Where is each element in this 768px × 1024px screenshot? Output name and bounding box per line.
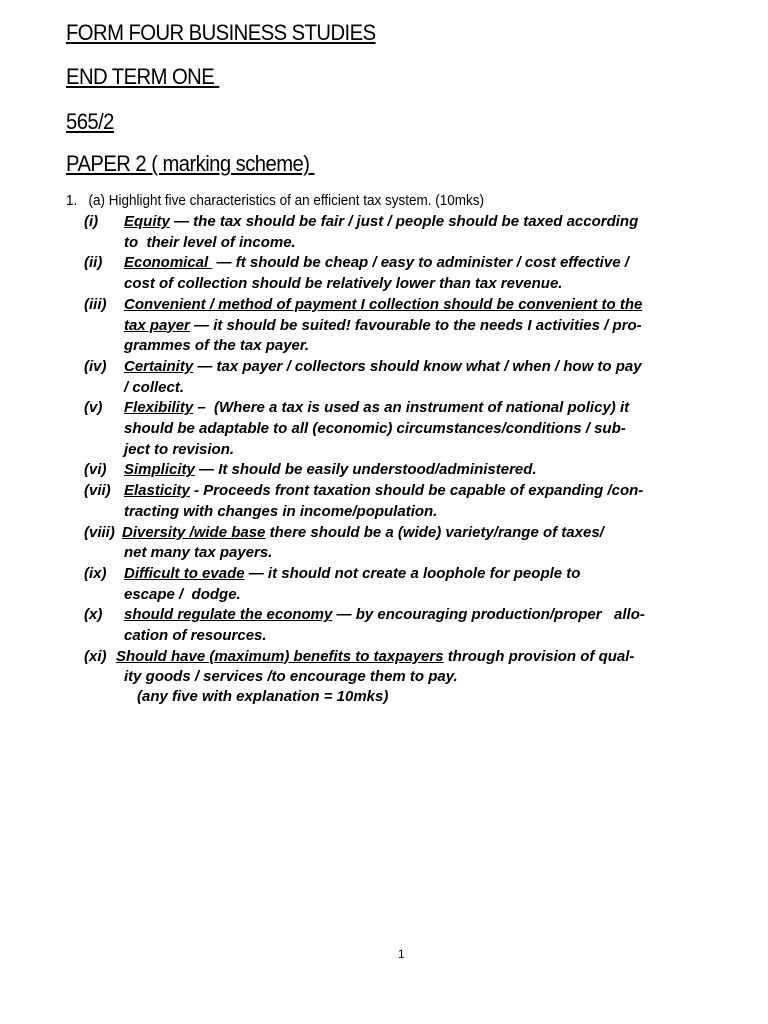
exam-term-heading: END TERM ONE xyxy=(66,64,220,89)
answer-item xyxy=(84,647,756,688)
page-number: 1 xyxy=(398,947,405,961)
item-text: cation of resources. xyxy=(124,627,267,645)
item-number: (iii) xyxy=(84,295,107,313)
item-number: (v) xyxy=(84,399,103,417)
item-text: there should be a (wide) variety/range of taxes/ xyxy=(265,523,604,541)
question-text: 1. (a) Highlight five characteristics of an efficient tax system. (10mks) xyxy=(66,193,484,209)
paper-code-heading: 565/2 xyxy=(66,109,114,134)
answer-list xyxy=(84,212,756,688)
item-number: (x) xyxy=(84,606,103,624)
item-number: (xi) xyxy=(84,647,107,665)
answer-item xyxy=(84,460,756,481)
answer-item xyxy=(84,212,756,253)
item-term: Should have (maximum) benefits to taxpayers xyxy=(116,647,444,665)
item-term: Diversity /wide base xyxy=(122,523,266,541)
item-term: Difficult to evade xyxy=(124,564,245,582)
item-term: Flexibility xyxy=(124,399,194,417)
item-number: (vii) xyxy=(84,482,111,500)
answer-item xyxy=(84,253,756,294)
item-text: ity goods / services /to encourage them to pay. xyxy=(124,668,458,686)
item-text: — by encouraging production/proper allo- xyxy=(332,606,645,624)
item-text: — the tax should be fair / just / people should be taxed according xyxy=(169,213,639,230)
item-term: Elasticity xyxy=(124,482,190,500)
item-number: (ix) xyxy=(84,564,107,582)
item-number: (vi) xyxy=(84,461,107,479)
item-text: to their level of income. xyxy=(124,233,296,251)
item-text: – (Where a tax is used as an instrument of national policy) it xyxy=(193,399,630,417)
item-term: tax payer xyxy=(124,316,190,334)
answer-item xyxy=(84,357,756,398)
item-number: (i) xyxy=(84,213,99,230)
paper-heading: PAPER 2 ( marking scheme) xyxy=(66,151,315,176)
item-term: Economical xyxy=(124,254,213,272)
answer-item xyxy=(84,523,756,564)
item-text: / collect. xyxy=(124,378,185,396)
item-text: ject to revision. xyxy=(124,440,235,458)
item-text: escape / dodge. xyxy=(124,585,241,603)
item-text: should be adaptable to all (economic) circumstances/conditions / sub- xyxy=(124,420,626,438)
marks-note: (any five with explanation = 10mks) xyxy=(137,688,389,705)
item-text: — tax payer / collectors should know what / when / how to pay xyxy=(193,357,642,375)
item-text: tracting with changes in income/population. xyxy=(124,502,438,520)
item-term: Equity xyxy=(124,213,170,230)
item-term: Simplicity xyxy=(124,461,195,479)
answer-item xyxy=(84,398,756,460)
item-text: - Proceeds front taxation should be capable of expanding /con- xyxy=(189,482,644,500)
item-text: net many tax payers. xyxy=(124,544,273,562)
item-number: (viii) xyxy=(84,523,115,541)
document-title: FORM FOUR BUSINESS STUDIES xyxy=(66,20,376,45)
answer-item xyxy=(84,605,756,646)
item-text: — ft should be cheap / easy to administer / cost effective / xyxy=(212,254,629,272)
answer-item xyxy=(84,564,756,605)
item-text: — it should not create a loophole for people to xyxy=(244,564,581,582)
item-term: Certainity xyxy=(124,357,194,375)
item-term: should regulate the economy xyxy=(124,606,333,624)
item-text: grammes of the tax payer. xyxy=(124,337,310,355)
item-number: (iv) xyxy=(84,357,107,375)
item-number: (ii) xyxy=(84,254,103,272)
item-text: — it should be suited! favourable to the needs I activities / pro- xyxy=(189,316,642,334)
item-text: cost of collection should be relatively lower than tax revenue. xyxy=(124,275,563,293)
item-term: Convenient / method of payment I collection should be convenient to the xyxy=(124,295,643,313)
answer-item xyxy=(84,481,756,522)
item-text: — It should be easily understood/administered. xyxy=(194,461,537,479)
answer-item xyxy=(84,295,756,357)
item-text: through provision of qual- xyxy=(443,647,635,665)
